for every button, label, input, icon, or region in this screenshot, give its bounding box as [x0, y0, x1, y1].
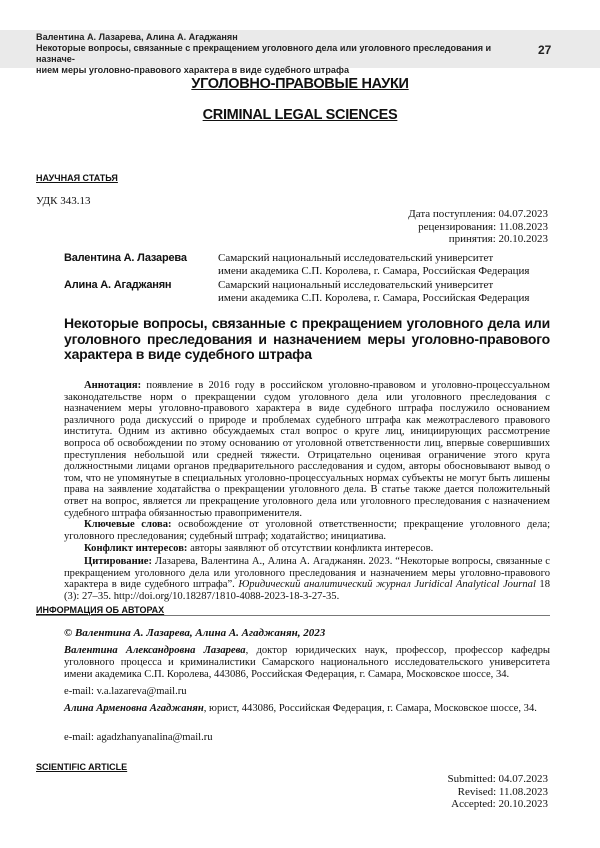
affiliation-line: имени академика С.П. Королева, г. Самара, Российская Федерация [218, 291, 530, 304]
date-revised: Revised: 11.08.2023 [457, 785, 548, 798]
abstract-text: появление в 2016 году в российском уголовно-правовом и уголовно-процессуальном законодательстве норм о прекращении судом уголовного дела или уголовного преследования с назначением меры уголовно-правового характера в виде судебного штрафа послужило основанием различного рода дискуссий о природе и проблемах судебного штрафа как межотраслевого правового института. Одним из активно обсуждаемых стал вопрос о круге лиц, инициирующих рассмотрение вопроса об освобождении по этому основанию от уголовной ответственности лиц, впервые совершивших преступления небольшой или средней тяжести. Отрицательно оценивая ограничение этого круга должностными лицами органов предварительного расследования и судом, авторы обосновывают вывод о том, что не упомянутые в специальных уголовно-процессуальных нормах субъекты не могут быть лишены права на заявление ходатайства о прекращении уголовного дела. В статье также дается положительный ответ на вопрос, является ли прекращение уголовного дела или уголовного преследования с назначением судебного штрафа обязанностью правоприменителя. [64, 380, 550, 519]
authors-info-label: ИНФОРМАЦИЯ ОБ АВТОРАХ [36, 605, 165, 615]
affiliation-line: имени академика С.П. Королева, г. Самара, Российская Федерация [218, 264, 530, 277]
keywords-text: освобождение от уголовной ответственности; прекращение уголовного дела; уголовного преследования; судебный штраф; ходатайство; инициатива. [64, 519, 551, 542]
conflict-label: Конфликт интересов: [84, 543, 188, 554]
date-accepted-en: Accepted: 20.10.2023 [451, 798, 548, 810]
author-name-1: Валентина А. Лазарева [64, 252, 187, 264]
citation-label: Цитирование: [84, 556, 153, 567]
running-header-text [36, 32, 526, 76]
keywords-label: Ключевые слова: [84, 519, 172, 530]
udk-code: УДК 343.13 [36, 195, 91, 207]
article-type-ru: НАУЧНАЯ СТАТЬЯ [36, 173, 118, 183]
running-header-title-line1: Некоторые вопросы, связанные с прекращением уголовного дела или уголовного преследования и назначе- [36, 43, 492, 64]
abstract [64, 380, 550, 519]
bio-name: Алина Арменовна Агаджанян [64, 703, 204, 714]
bio-text: , доктор юридических наук, профессор, профессор кафедры уголовного процесса и криминалистики Самарского национального исследовательского университета имени академика С.П. Королева, 443086, Российская Федерация, г. Самара, Московское шоссе, 34. [64, 645, 551, 680]
dates-en [447, 773, 548, 811]
keywords [64, 519, 550, 542]
author-bio-2 [64, 703, 550, 715]
date-received: Дата поступления: 04.07.2023 [408, 208, 548, 220]
author-affiliation-2 [218, 279, 550, 304]
dates-ru [408, 208, 548, 246]
citation-text: Лазарева, Валентина А., Алина А. Агаджанян. 2023. “Некоторые вопросы, связанные с прекращением уголовного дела или уголовного преследования и назначением меры уголовно-правового характера в виде судебного штрафа”. [64, 556, 550, 591]
divider [36, 615, 550, 616]
bio-name: Валентина Александровна Лазарева [64, 645, 246, 656]
conflict-of-interest [64, 543, 550, 555]
paper-title: Некоторые вопросы, связанные с прекращением уголовного дела или уголовного преследования и назначением меры уголовно-правового характера в виде судебного штрафа [64, 315, 550, 362]
author-bio-1 [64, 645, 550, 681]
date-reviewed: рецензирования: 11.08.2023 [418, 220, 548, 233]
copyright: © Валентина А. Лазарева, Алина А. Агаджанян, 2023 [64, 627, 326, 639]
citation [64, 556, 550, 602]
affiliation-line: Самарский национальный исследовательский университет [218, 279, 494, 291]
author-email-2: e-mail: agadzhanyanalina@mail.ru [64, 732, 213, 743]
abstract-label: Аннотация: [84, 380, 142, 391]
author-name-2: Алина А. Агаджанян [64, 279, 172, 291]
conflict-text: авторы заявляют об отсутствии конфликта интересов. [187, 543, 434, 554]
section-title-ru: УГОЛОВНО-ПРАВОВЫЕ НАУКИ [191, 76, 409, 92]
citation-rest: 18 (3): 27–35. http://doi.org/10.18287/1810-4088-2023-18-3-27-35. [64, 579, 551, 602]
affiliation-line: Самарский национальный исследовательский университет [218, 252, 494, 264]
author-affiliation-1 [218, 252, 550, 277]
running-header-title-line2: нием меры уголовно-правового характера в виде судебного штрафа [36, 65, 349, 75]
running-header-authors: Валентина А. Лазарева, Алина А. Агаджанян [36, 32, 238, 42]
section-title-en: CRIMINAL LEGAL SCIENCES [202, 107, 398, 123]
citation-journal: Юридический аналитический журнал Juridical Analytical Journal [238, 579, 536, 591]
date-accepted: принятия: 20.10.2023 [448, 233, 548, 245]
author-email-1: e-mail: v.a.lazareva@mail.ru [64, 686, 187, 697]
date-submitted: Submitted: 04.07.2023 [447, 773, 548, 785]
article-type-en: SCIENTIFIC ARTICLE [36, 762, 128, 772]
page-number: 27 [538, 43, 552, 57]
running-header [0, 30, 600, 75]
bio-text: , юрист, 443086, Российская Федерация, г. Самара, Московское шоссе, 34. [203, 703, 537, 714]
